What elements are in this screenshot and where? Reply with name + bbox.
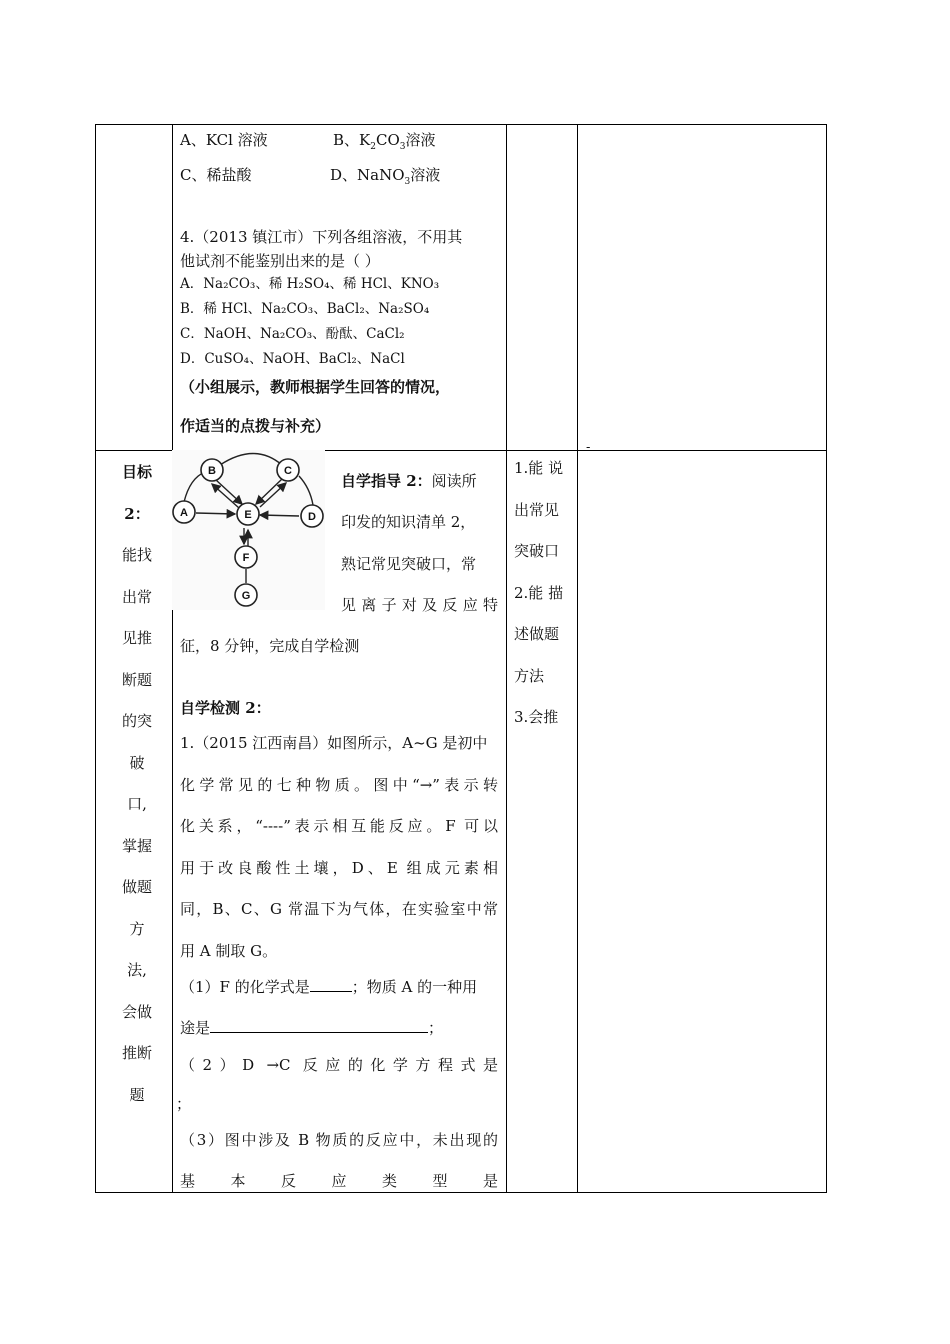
question-1-line1: （1）F 的化学式是 ；物质 A 的一种用	[180, 978, 478, 996]
question-2-line2: ；	[176, 1095, 192, 1113]
question-4-option-a: A．Na₂CO₃、稀 H₂SO₄、稀 HCl、KNO₃	[180, 276, 440, 292]
objective-line: 1.能 说	[514, 459, 564, 477]
guide-line4: 见离子对及反应特	[341, 596, 498, 614]
node-c-label: C	[284, 465, 292, 477]
problem-line1: 1.（2015 江西南昌）如图所示，A~G 是初中	[180, 734, 488, 752]
column-divider	[577, 125, 578, 1192]
objective-line: 突破口	[514, 542, 560, 560]
column-divider	[506, 125, 507, 1192]
objective-line: 2.能 描	[514, 583, 564, 602]
question-2-line1: （2）D →C 反应的化学方程式是	[180, 1056, 498, 1074]
goal-char: 口,	[127, 795, 147, 813]
column-divider	[172, 125, 173, 1192]
question-1-line2: 途是 ；	[180, 1019, 444, 1037]
guide-line3: 熟记常见突破口，常	[341, 555, 477, 573]
goal-char: 出常	[121, 587, 152, 606]
node-b-label: B	[208, 465, 216, 477]
problem-line3: 化关系，“----”表示相互能反应。F 可以	[180, 817, 498, 835]
question-3-line2: 基本反应类型是	[180, 1172, 498, 1190]
objective-line: 述做题	[514, 625, 560, 643]
self-check-title: 自学检测 2：	[180, 699, 271, 717]
problem-line2: 化学常见的七种物质。图中“→”表示转	[180, 776, 498, 794]
node-d-label: D	[308, 511, 316, 523]
teacher-note-line2: 作适当的点拨与补充）	[180, 417, 331, 435]
guide-line5: 征，8 分钟，完成自学检测	[180, 637, 360, 655]
goal-char: 能找	[121, 546, 152, 564]
objective-line: 方法	[514, 666, 545, 685]
option-b: B、$K_2CO_3$溶液	[333, 131, 436, 152]
right-column-mark: -	[586, 440, 591, 455]
objective-line: 3.会推	[514, 708, 559, 726]
goal-char: 法,	[127, 961, 147, 979]
question-4-option-d: D．CuSO₄、NaOH、BaCl₂、NaCl	[180, 351, 405, 367]
objective-line: 出常见	[514, 500, 560, 519]
goal-char: 破	[129, 753, 145, 772]
teacher-note-line1: （小组展示，教师根据学生回答的情况，	[180, 378, 451, 396]
option-a: A、KCl 溶液	[180, 131, 268, 149]
guide-line2: 印发的知识清单 2，	[341, 513, 476, 531]
guide-line1: 自学指导 2：阅读所	[341, 472, 477, 490]
goal-2-column	[117, 452, 157, 1116]
problem-line5: 同，B、C、G 常温下为气体，在实验室中常	[180, 900, 498, 918]
goal-char: 2：	[124, 504, 150, 523]
problem-line4: 用于改良酸性土壤，D、E 组成元素相	[180, 859, 498, 877]
goal-char: 断题	[121, 670, 152, 689]
relation-diagram	[172, 450, 325, 610]
goal-char: 推断	[121, 1044, 152, 1062]
question-4-option-c: C．NaOH、Na₂CO₃、酚酞、CaCl₂	[180, 326, 405, 342]
answer-blank-f[interactable]	[310, 991, 352, 992]
goal-char: 做题	[121, 878, 152, 896]
question-4-option-b: B．稀 HCl、Na₂CO₃、BaCl₂、Na₂SO₄	[180, 301, 430, 317]
goal-char: 题	[129, 1085, 145, 1104]
node-a-label: A	[180, 507, 188, 519]
goal-char: 的突	[121, 712, 152, 730]
node-e-label: E	[244, 509, 252, 521]
question-4-line1: 4.（2013 镇江市）下列各组溶液，不用其	[180, 228, 463, 246]
goal-char: 掌握	[121, 836, 152, 855]
node-g-label: G	[241, 590, 251, 602]
goal-char: 会做	[121, 1002, 152, 1021]
problem-line6: 用 A 制取 G。	[180, 942, 278, 960]
goal-char: 见推	[121, 629, 152, 647]
option-d: D、NaNO$_3$溶液	[330, 166, 441, 187]
question-3-line1: （3）图中涉及 B 物质的反应中，未出现的	[180, 1131, 498, 1149]
answer-blank-use[interactable]	[210, 1032, 428, 1033]
option-c: C、稀盐酸	[180, 166, 252, 184]
objectives-column	[514, 448, 572, 739]
goal-char: 目标	[121, 463, 152, 481]
node-f-label: F	[242, 552, 250, 564]
goal-char: 方	[129, 919, 145, 938]
question-4-line2: 他试剂不能鉴别出来的是（ ）	[180, 252, 380, 270]
